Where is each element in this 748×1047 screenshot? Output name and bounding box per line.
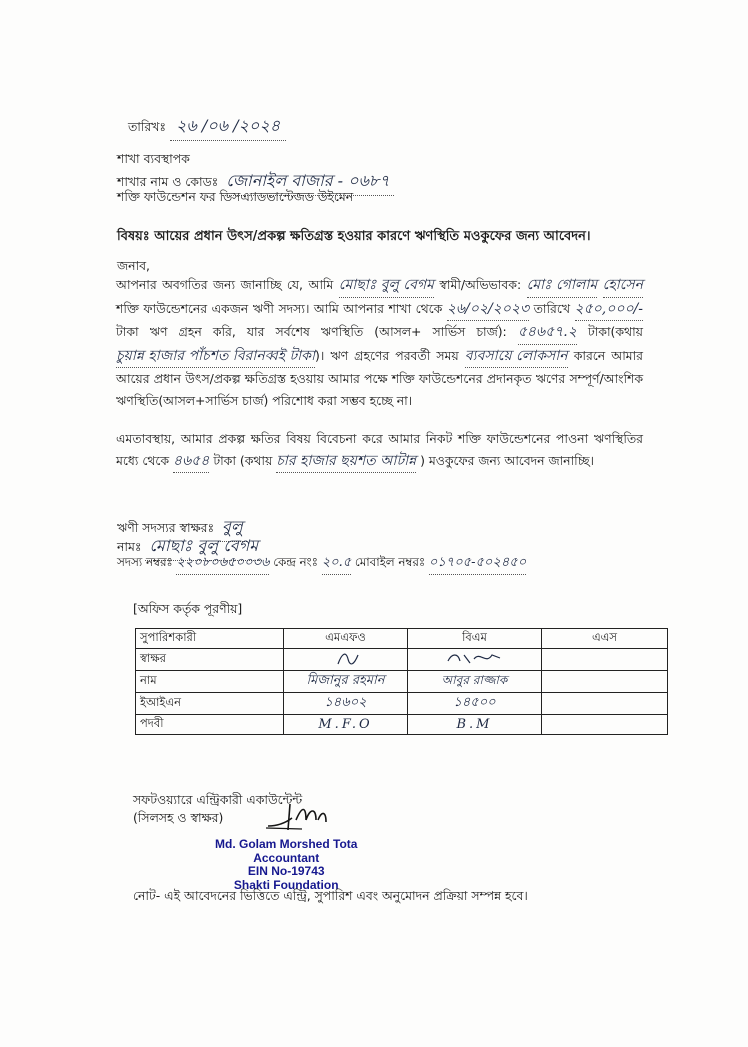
- footer-note: নোট- এই আবেদনের ভিত্তিতে এন্ট্রি, সুপারিশ এবং অনুমোদন প্রক্রিয়া সম্পন্ন হবে।: [133, 888, 528, 903]
- center-number-value: ২০.৫: [322, 553, 351, 575]
- accountant-label: সফটওয়্যারে এন্ট্রিকারী একাউন্টেন্ট: [133, 792, 303, 807]
- loan-balance-words: চুয়ান্ন হাজার পাঁচশত বিরানব্বই টাকা: [116, 346, 315, 369]
- branch-label: শাখার নাম ও কোডঃ: [117, 174, 219, 189]
- as-signature: [542, 649, 668, 671]
- as-name: [542, 671, 668, 693]
- header-bm: বিএম: [408, 629, 542, 649]
- body1-text-6: টাকা(কথায়: [587, 324, 643, 339]
- date-value: ২৬ /০৬ /২০২৪: [170, 113, 286, 141]
- office-table-header-row: [136, 629, 668, 649]
- body1-text-3: শক্তি ফাউন্ডেশনের একজন ঋণী সদস্য। আমি আপনার শাখা থেকে: [116, 300, 443, 316]
- stamp-name: Md. Golam Morshed Tota: [215, 837, 358, 851]
- loan-date-value: ২৬/০২/২০২৩: [447, 299, 529, 322]
- body2-text-2: টাকা (কথায়: [213, 452, 273, 468]
- member-name-value: মোছাঃ বুলু বেগম: [339, 275, 434, 298]
- member-number-value: ২২০৮০৬৫০০৩৬: [176, 553, 269, 575]
- recipient-title: শাখা ব্যবস্থাপক: [117, 151, 190, 166]
- date-line: [128, 113, 286, 141]
- date-label: তারিখঃ: [128, 119, 166, 134]
- accountant-signature-scribble: [262, 796, 332, 836]
- office-table: [135, 628, 668, 735]
- row-label-ein: ইআইএন: [136, 693, 284, 715]
- stamp-title: Accountant: [253, 850, 320, 865]
- table-row: [136, 649, 668, 671]
- bm-name: আবুর রাজ্জাক: [408, 671, 542, 693]
- salutation: জনাব,: [117, 258, 150, 273]
- bm-signature: [408, 649, 542, 671]
- body1-text-4: তারিখে: [533, 300, 570, 316]
- member-name-sig-value: মোছাঃ বুলু বেগম: [145, 533, 262, 561]
- as-designation: [542, 715, 668, 735]
- table-row: [136, 715, 668, 735]
- center-number-label: কেন্দ্র নংঃ: [273, 555, 318, 569]
- mfo-designation: M.F.O: [284, 715, 408, 735]
- organization-name: শক্তি ফাউন্ডেশন ফর ডিসএ্যাডভান্টেজড উইমেন: [117, 189, 354, 204]
- subject-line: বিষয়ঃ আয়ের প্রধান উৎস/প্রকল্প ক্ষতিগ্রস্ত হওয়ার কারণে ঋণস্থিতি মওকুফের জন্য আবেদন।: [117, 229, 591, 244]
- member-name-label: নামঃ: [117, 539, 142, 554]
- guardian-name-value-1: মোঃ গোলাম: [527, 275, 598, 298]
- office-heading: [অফিস কর্তৃক পূরণীয়]: [133, 601, 243, 616]
- body2-text-1: এমতাবস্থায়, আমার প্রকল্প ক্ষতির বিষয় বিবেচনা করে আমার নিকট শক্তি ফাউন্ডেশনের পাওনা ঋণস্থিতির মধ্যে থেকে: [116, 431, 643, 468]
- mobile-number-label: মোবাইল নম্বরঃ: [354, 555, 426, 569]
- mfo-name: মিজানুর রহমান: [284, 671, 408, 693]
- loss-reason-value: ব্যবসায়ে লোকসান: [465, 346, 568, 369]
- bm-designation: B.M: [408, 715, 542, 735]
- body1-text-5: টাকা ঋণ গ্রহন করি, যার সর্বশেষ ঋণস্থিতি (আসল+ সার্ভিস চার্জ):: [116, 324, 507, 339]
- loan-amount-value: ২৫০,০০০/-: [575, 299, 644, 322]
- body1-text-1: আপনার অবগতির জন্য জানাচ্ছি যে, আমি: [116, 277, 334, 292]
- mfo-ein: ১৪৬০২: [284, 693, 408, 715]
- bm-signature-scribble: [440, 649, 510, 667]
- mfo-signature: [284, 649, 408, 671]
- as-ein: [542, 693, 668, 715]
- row-label-name: নাম: [136, 671, 284, 693]
- stamp-ein: EIN No-19743: [247, 864, 325, 878]
- body1-text-7: )। ঋণ গ্রহণের পরবর্তী সময়: [315, 347, 459, 363]
- branch-value: জোনাইল বাজার - ০৬৮৭: [222, 168, 393, 196]
- row-label-designation: পদবী: [136, 715, 284, 735]
- member-details-line: [117, 553, 526, 575]
- header-recommender: সুপারিশকারী: [136, 629, 284, 649]
- member-signature-value: বুলু: [218, 514, 247, 542]
- accountant-sublabel: (সিলসহ ও স্বাক্ষর): [133, 810, 224, 825]
- body-paragraph-2: [116, 428, 643, 473]
- table-row: [136, 671, 668, 693]
- bm-ein: ১৪৫০০: [408, 693, 542, 715]
- stamp-org: Shakti Foundation: [233, 877, 339, 892]
- mobile-number-value: ০১৭০৫-৫০২৪৫০: [429, 553, 526, 575]
- header-mfo: এমএফও: [284, 629, 408, 649]
- waive-amount-words: চার হাজার ছয়শত আটান্ন: [276, 451, 416, 474]
- mfo-signature-scribble: [316, 649, 376, 667]
- header-as: এএস: [542, 629, 668, 649]
- body-paragraph-1: [116, 274, 643, 411]
- body2-text-3: ) মওকুফের জন্য আবেদন জানাচ্ছি।: [420, 452, 594, 468]
- table-row: [136, 693, 668, 715]
- waive-amount-value: ৪৬৫৪: [173, 451, 209, 474]
- guardian-name-value-2: হোসেন: [603, 275, 643, 298]
- member-number-label: সদস্য নম্বরঃ: [117, 555, 173, 569]
- row-label-signature: স্বাক্ষর: [136, 649, 284, 671]
- accountant-stamp: [215, 838, 357, 892]
- loan-balance-value: ৫৪৬৫৭.২: [518, 322, 577, 345]
- body1-text-2: স্বামী/অভিভাবক:: [439, 277, 522, 292]
- body1-text-8: কারনে আমার আয়ের প্রধান উৎস/প্রকল্প ক্ষতিগ্রস্ত হওয়ায় আমার পক্ষে শক্তি ফাউন্ডেশনের প্রদানকৃত ঋণের সম্পূর্ণ/আংশিক ঋণস্থিতি(আসল+সার্ভিস চার্জ) পরিশোধ করা সম্ভব হচ্ছে না।: [116, 347, 643, 408]
- member-signature-label: ঋণী সদস্যর স্বাক্ষরঃ: [117, 520, 215, 535]
